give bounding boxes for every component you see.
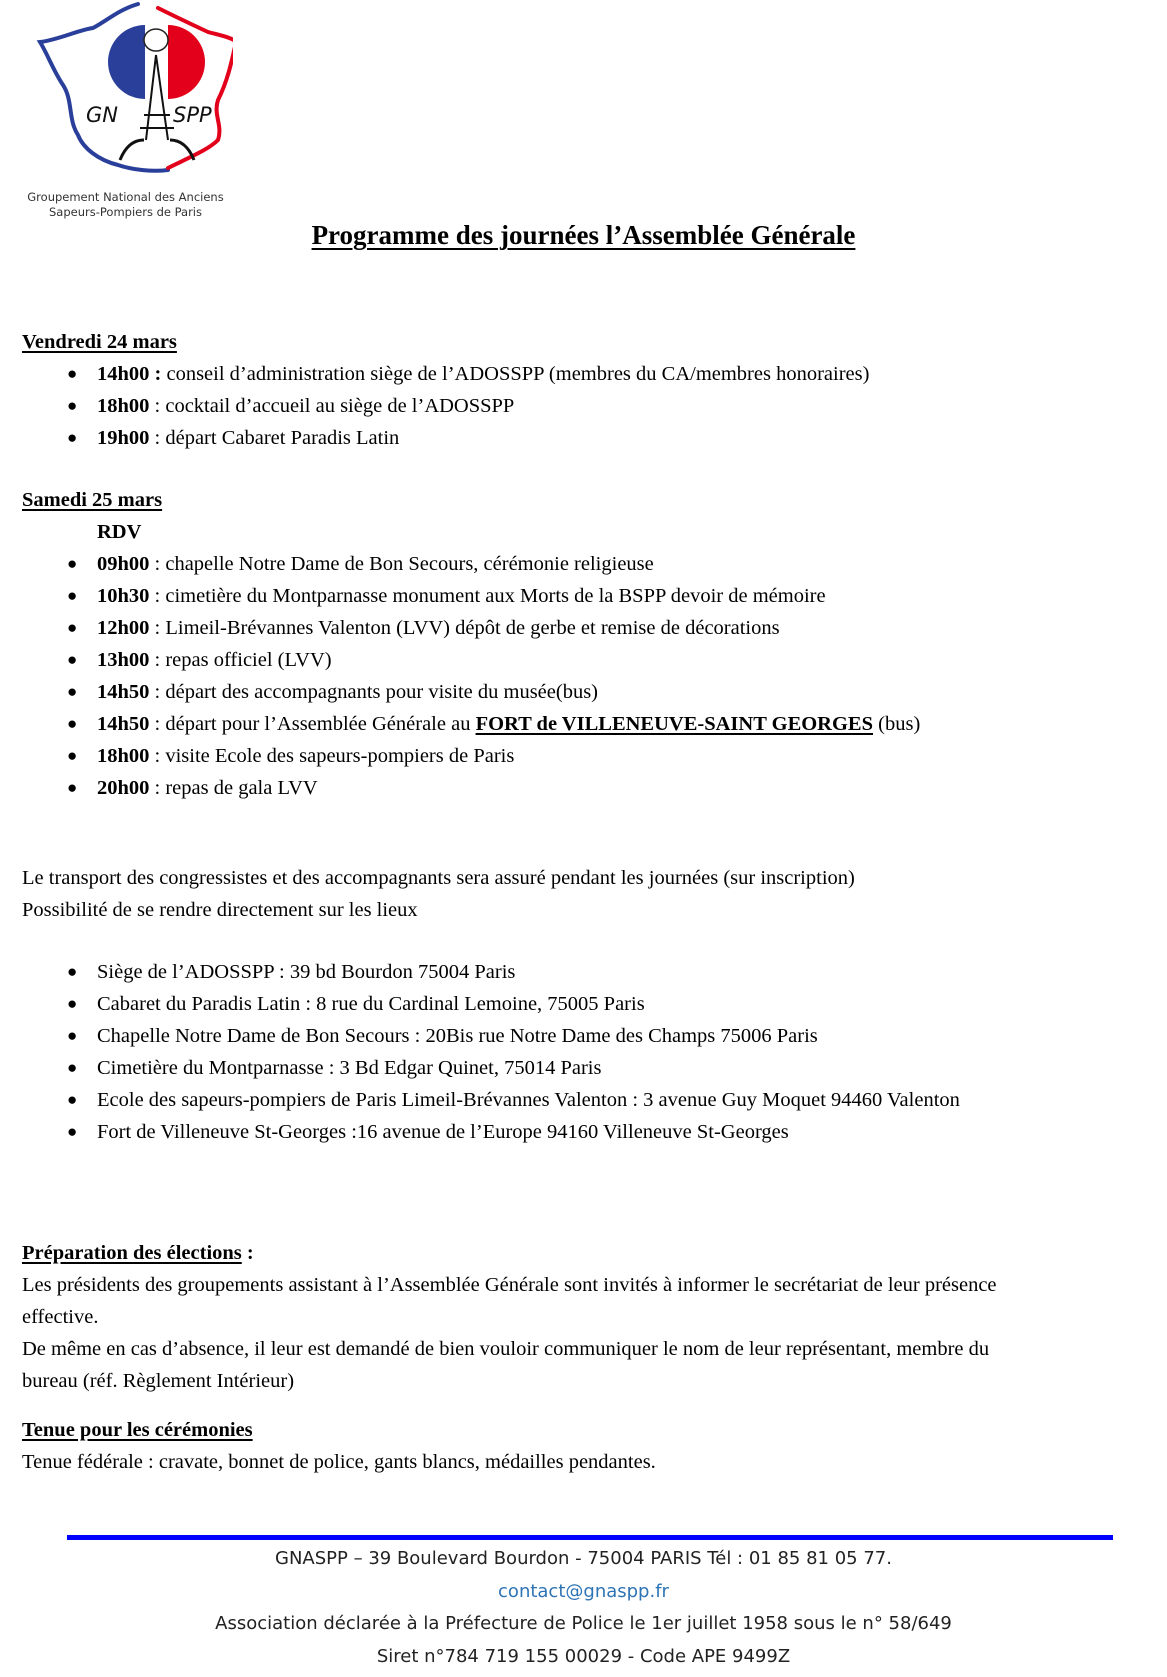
footer-registration: Association déclarée à la Préfecture de Police le 1er juillet 1958 sous le n° 58/649 — [215, 1613, 952, 1634]
address-text: Fort de Villeneuve St-Georges :16 avenue de l’Europe 94160 Villeneuve St-Georges — [97, 1121, 789, 1143]
address-text: Cabaret du Paradis Latin : 8 rue du Cardinal Lemoine, 75005 Paris — [97, 993, 645, 1015]
bullet-icon: ● — [67, 428, 78, 447]
schedule-item — [22, 612, 920, 644]
address-text: Cimetière du Montparnasse : 3 Bd Edgar Quinet, 75014 Paris — [97, 1057, 602, 1079]
friday-heading: Vendredi 24 mars — [22, 331, 177, 353]
footer-divider — [67, 1535, 1113, 1540]
schedule-text: : repas officiel (LVV) — [149, 649, 332, 671]
elections-para1-line1: Les présidents des groupements assistant à l’Assemblée Générale sont invités à informer le secrétariat de leur présence — [22, 1274, 997, 1296]
addresses-section — [22, 956, 960, 1148]
logo-caption-line1: Groupement National des Anciens — [27, 190, 224, 204]
bullet-icon: ● — [67, 962, 78, 981]
dress-heading: Tenue pour les cérémonies — [22, 1419, 253, 1441]
schedule-item — [22, 708, 920, 740]
dress-section — [22, 1414, 656, 1478]
friday-schedule — [22, 358, 869, 454]
schedule-item — [22, 358, 869, 390]
schedule-item — [22, 548, 920, 580]
address-item — [22, 956, 960, 988]
transport-section — [22, 862, 855, 926]
schedule-text: : départ des accompagnants pour visite du musée(bus) — [149, 681, 599, 703]
friday-section — [22, 326, 869, 454]
schedule-time: 18h00 — [97, 395, 150, 417]
schedule-text: : départ pour l’Assemblée Générale au — [149, 713, 476, 735]
saturday-heading: Samedi 25 mars — [22, 489, 163, 511]
transport-line2: Possibilité de se rendre directement sur les lieux — [22, 899, 418, 921]
address-item — [22, 1084, 960, 1116]
schedule-item — [22, 390, 869, 422]
schedule-text: : Limeil-Brévannes Valenton (LVV) dépôt de gerbe et remise de décorations — [149, 617, 780, 639]
schedule-text: : cocktail d’accueil au siège de l’ADOSSPP — [149, 395, 515, 417]
schedule-time: 10h30 — [97, 585, 150, 607]
schedule-text: : repas de gala LVV — [149, 777, 318, 799]
elections-section — [22, 1237, 997, 1397]
schedule-text: : départ Cabaret Paradis Latin — [149, 427, 400, 449]
france-map-logo-icon — [18, 0, 233, 180]
gnaspp-logo — [18, 0, 233, 222]
footer-siret: Siret n°784 719 155 00029 - Code APE 9499Z — [376, 1646, 791, 1667]
schedule-text: : chapelle Notre Dame de Bon Secours, cérémonie religieuse — [149, 553, 654, 575]
fort-venue-emphasis: FORT de VILLENEUVE-SAINT GEORGES — [475, 713, 874, 735]
bullet-icon: ● — [67, 994, 78, 1013]
schedule-item — [22, 676, 920, 708]
address-item — [22, 1116, 960, 1148]
bullet-icon: ● — [67, 396, 78, 415]
footer-email-link[interactable]: contact@gnaspp.fr — [498, 1581, 669, 1602]
schedule-time: 12h00 — [97, 617, 150, 639]
footer — [0, 1548, 1167, 1677]
schedule-text: : cimetière du Montparnasse monument aux Morts de la BSPP devoir de mémoire — [149, 585, 826, 607]
bullet-icon: ● — [67, 746, 78, 765]
address-item — [22, 988, 960, 1020]
schedule-time: 14h00 : — [97, 363, 162, 385]
schedule-text: conseil d’administration siège de l’ADOSSPP (membres du CA/membres honoraires) — [161, 363, 870, 385]
bullet-icon: ● — [67, 1122, 78, 1141]
elections-heading-suffix: : — [241, 1242, 254, 1264]
address-text: Ecole des sapeurs-pompiers de Paris Limeil-Brévannes Valenton : 3 avenue Guy Moquet 94460 Valenton — [97, 1089, 960, 1111]
elections-para2-line1: De même en cas d’absence, il leur est demandé de bien vouloir communiquer le nom de leur représentant, membre du — [22, 1338, 990, 1360]
schedule-time: 13h00 — [97, 649, 150, 671]
footer-address: GNASPP – 39 Boulevard Bourdon - 75004 PARIS Tél : 01 85 81 05 77. — [275, 1548, 892, 1569]
logo-acronym-left: GN — [86, 103, 118, 127]
elections-para2-line2: bureau (réf. Règlement Intérieur) — [22, 1370, 295, 1392]
address-text: Siège de l’ADOSSPP : 39 bd Bourdon 75004 Paris — [97, 961, 516, 983]
rdv-label: RDV — [97, 521, 142, 543]
page-title — [0, 220, 1167, 251]
bullet-icon: ● — [67, 778, 78, 797]
bullet-icon: ● — [67, 1090, 78, 1109]
saturday-schedule — [22, 548, 920, 804]
schedule-item — [22, 772, 920, 804]
schedule-time: 14h50 — [97, 681, 150, 703]
dress-text: Tenue fédérale : cravate, bonnet de police, gants blancs, médailles pendantes. — [22, 1451, 656, 1473]
schedule-item — [22, 644, 920, 676]
bullet-icon: ● — [67, 364, 78, 383]
schedule-item — [22, 580, 920, 612]
logo-caption-line2: Sapeurs-Pompiers de Paris — [49, 205, 202, 219]
elections-para1-line2: effective. — [22, 1306, 99, 1328]
schedule-time: 09h00 — [97, 553, 150, 575]
schedule-suffix: (bus) — [873, 713, 921, 735]
schedule-time: 19h00 — [97, 427, 150, 449]
transport-line1: Le transport des congressistes et des accompagnants sera assuré pendant les journées (sur inscription) — [22, 867, 855, 889]
schedule-item — [22, 422, 869, 454]
schedule-time: 18h00 — [97, 745, 150, 767]
bullet-icon: ● — [67, 1058, 78, 1077]
saturday-section — [22, 484, 920, 804]
address-item — [22, 1020, 960, 1052]
bullet-icon: ● — [67, 1026, 78, 1045]
schedule-time: 14h50 — [97, 713, 150, 735]
bullet-icon: ● — [67, 714, 78, 733]
bullet-icon: ● — [67, 618, 78, 637]
elections-heading: Préparation des élections — [22, 1242, 242, 1264]
bullet-icon: ● — [67, 682, 78, 701]
logo-acronym-right: SPP — [173, 103, 212, 127]
address-text: Chapelle Notre Dame de Bon Secours : 20Bis rue Notre Dame des Champs 75006 Paris — [97, 1025, 818, 1047]
page-title-text: Programme des journées l’Assemblée Générale — [311, 220, 856, 250]
schedule-item — [22, 740, 920, 772]
bullet-icon: ● — [67, 650, 78, 669]
address-item — [22, 1052, 960, 1084]
address-list — [22, 956, 960, 1148]
schedule-text: : visite Ecole des sapeurs-pompiers de Paris — [149, 745, 515, 767]
schedule-time: 20h00 — [97, 777, 150, 799]
bullet-icon: ● — [67, 554, 78, 573]
bullet-icon: ● — [67, 586, 78, 605]
